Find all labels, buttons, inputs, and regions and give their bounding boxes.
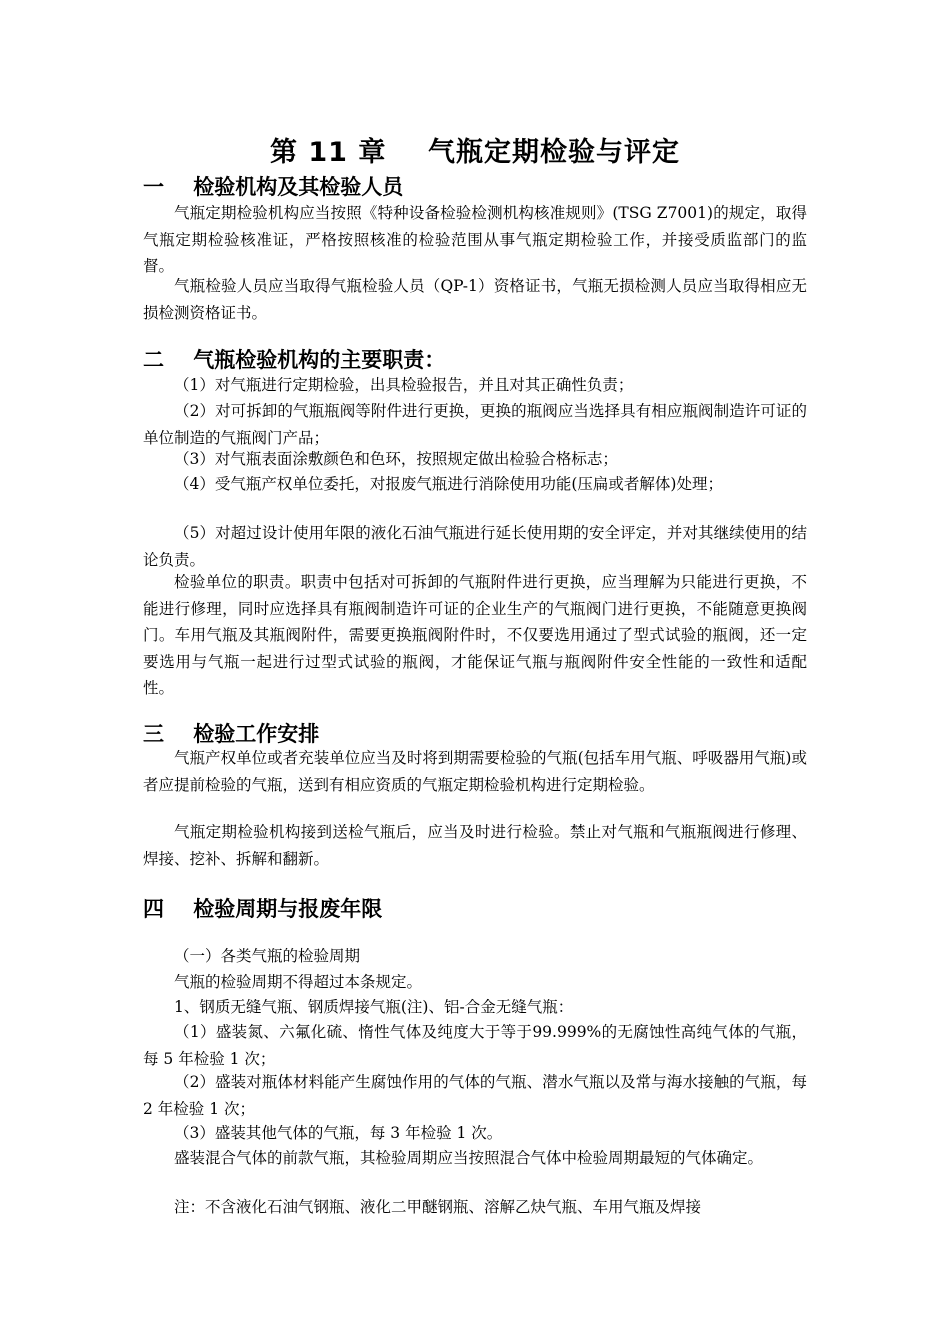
section-4-paragraph-2: 1、钢质无缝气瓶、钢质焊接气瓶(注)、铝-合金无缝气瓶： xyxy=(174,998,574,1016)
section-4-subheading-1: （一）各类气瓶的检验周期 xyxy=(174,947,361,965)
section-3-paragraph-1: 气瓶产权单位或者充装单位应当及时将到期需要检验的气瓶(包括车用气瓶、呼吸器用气瓶)或者应提前检验的气瓶，送到有相应资质的气瓶定期检验机构进行定期检验。 xyxy=(143,749,807,794)
chapter-title: 第 11 章 气瓶定期检验与评定 xyxy=(270,137,680,168)
section-4-item-1: （1）盛装氮、六氟化硫、惰性气体及纯度大于等于99.999%的无腐蚀性高纯气体的气瓶，每 5 年检验 1 次； xyxy=(143,1023,807,1068)
section-4-note: 注：不含液化石油气钢瓶、液化二甲醚钢瓶、溶解乙炔气瓶、车用气瓶及焊接 xyxy=(174,1198,702,1216)
section-3-paragraph-2: 气瓶定期检验机构接到送检气瓶后，应当及时进行检验。禁止对气瓶和气瓶瓶阀进行修理、焊接、挖补、拆解和翻新。 xyxy=(143,823,807,868)
section-1-paragraph-2: 气瓶检验人员应当取得气瓶检验人员（QP-1）资格证书，气瓶无损检测人员应当取得相应无损检测资格证书。 xyxy=(143,277,807,322)
section-3-heading: 三 检验工作安排 xyxy=(143,722,320,746)
section-1-paragraph-1: 气瓶定期检验机构应当按照《特种设备检验检测机构核准规则》(TSG Z7001)的规定，取得气瓶定期检验核准证，严格按照核准的检验范围从事气瓶定期检验工作，并接受质监部门的监督。 xyxy=(143,204,807,275)
section-2-item-4: （4）受气瓶产权单位委托，对报废气瓶进行消除使用功能(压扁或者解体)处理； xyxy=(174,475,723,493)
section-4-paragraph-1: 气瓶的检验周期不得超过本条规定。 xyxy=(174,973,423,991)
section-2-item-2: （2）对可拆卸的气瓶瓶阀等附件进行更换，更换的瓶阀应当选择具有相应瓶阀制造许可证的单位制造的气瓶阀门产品； xyxy=(143,402,807,447)
section-4-paragraph-3: 盛装混合气体的前款气瓶，其检验周期应当按照混合气体中检验周期最短的气体确定。 xyxy=(174,1149,764,1167)
section-2-item-5: （5）对超过设计使用年限的液化石油气瓶进行延长使用期的安全评定，并对其继续使用的结论负责。 xyxy=(143,524,807,569)
section-4-item-3: （3）盛装其他气体的气瓶，每 3 年检验 1 次。 xyxy=(174,1124,503,1142)
section-4-item-2: （2）盛装对瓶体材料能产生腐蚀作用的气体的气瓶、潜水气瓶以及常与海水接触的气瓶，每 2 年检验 1 次； xyxy=(143,1073,807,1118)
section-4-heading: 四 检验周期与报废年限 xyxy=(143,897,383,921)
section-2-heading: 二 气瓶检验机构的主要职责： xyxy=(143,348,446,372)
section-1-heading: 一 检验机构及其检验人员 xyxy=(143,175,404,199)
section-2-note: 检验单位的职责。职责中包括对可拆卸的气瓶附件进行更换，应当理解为只能进行更换，不能进行修理，同时应选择具有瓶阀制造许可证的企业生产的气瓶阀门进行更换，不能随意更换阀门。车用气瓶及其瓶阀附件，需要更换瓶阀附件时，不仅要选用通过了型式试验的瓶阀，还一定要选用与气瓶一起进行过型式试验的瓶阀，才能保证气瓶与瓶阀附件安全性能的一致性和适配性。 xyxy=(143,573,807,697)
section-2-item-1: （1）对气瓶进行定期检验，出具检验报告，并且对其正确性负责； xyxy=(174,376,634,394)
section-2-item-3: （3）对气瓶表面涂敷颜色和色环，按照规定做出检验合格标志； xyxy=(174,450,618,468)
